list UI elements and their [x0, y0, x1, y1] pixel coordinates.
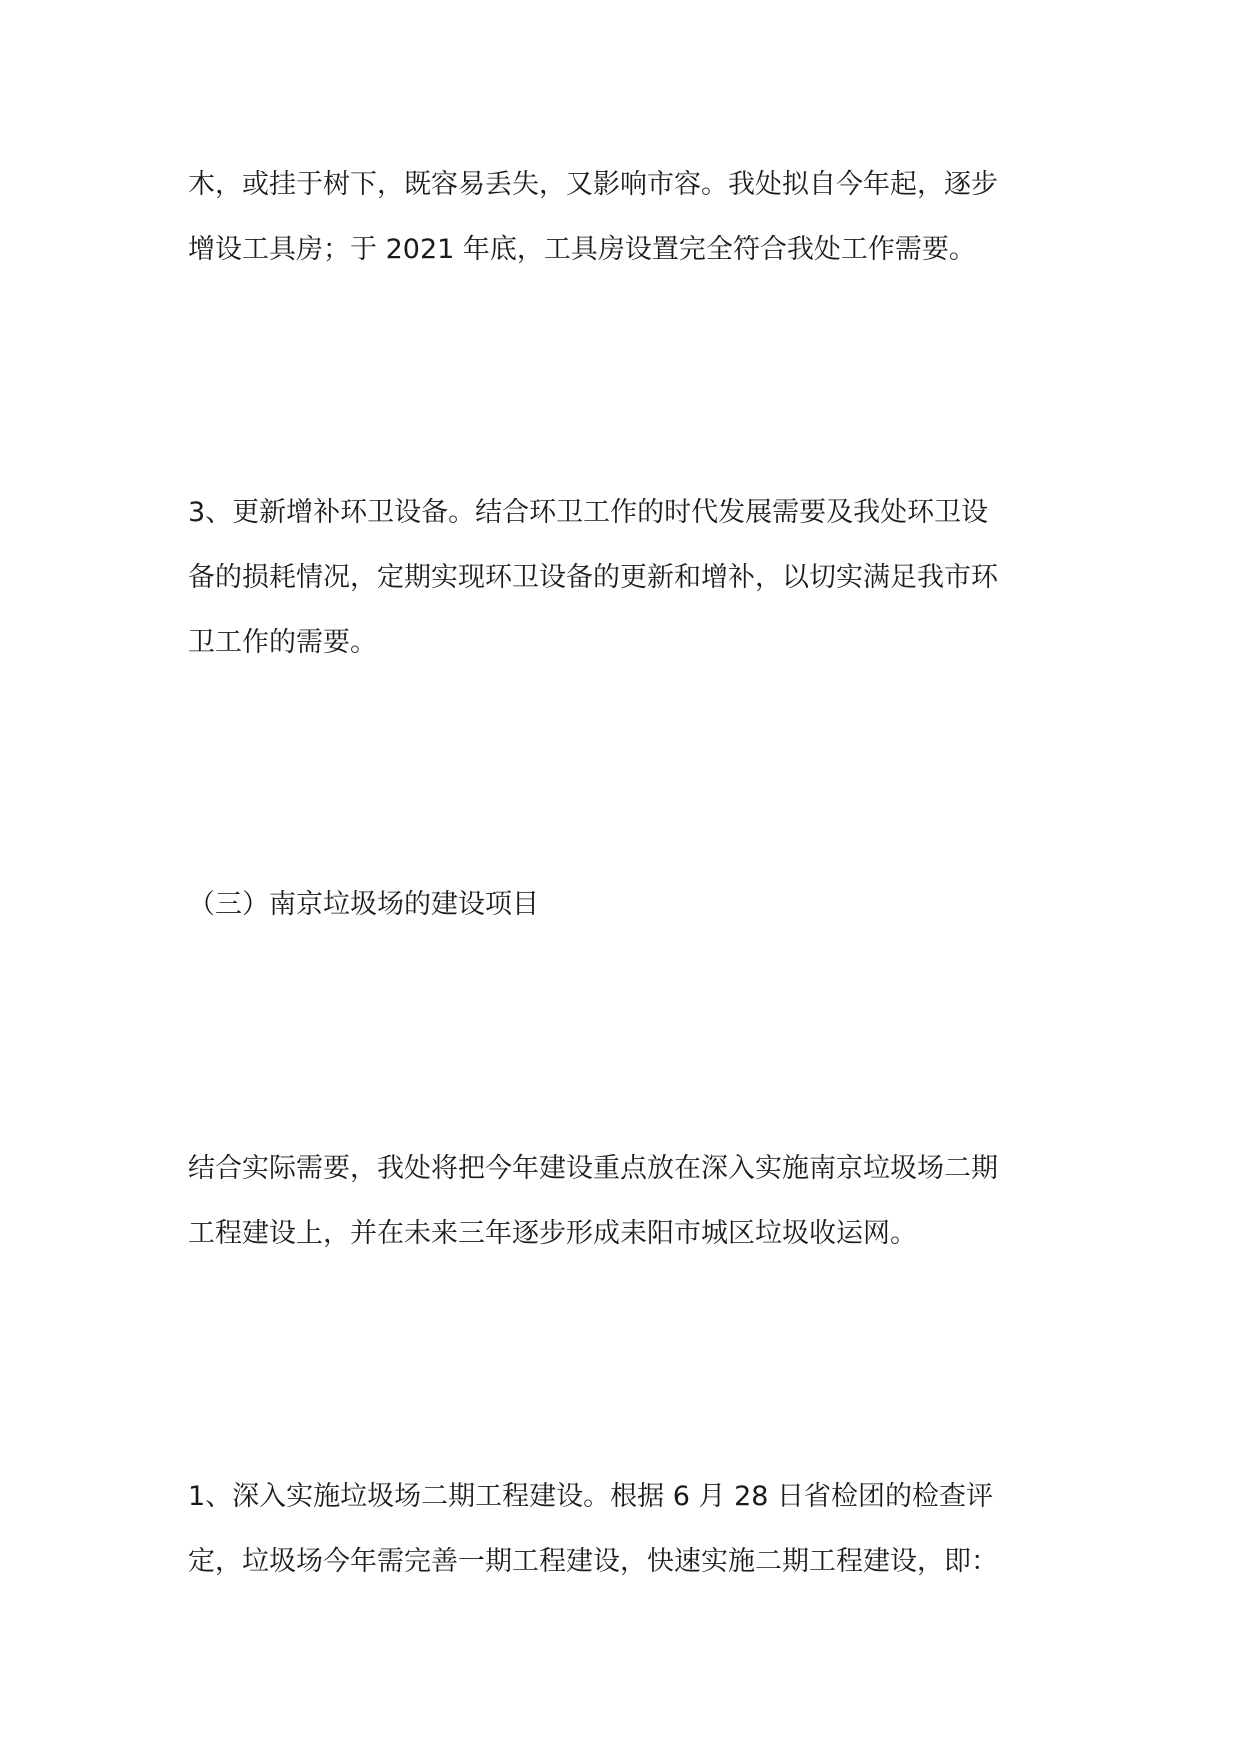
text-line: 3、更新增补环卫设备。结合环卫工作的时代发展需要及我处环卫设: [188, 497, 989, 528]
paragraph-equipment-update: [188, 480, 1068, 675]
paragraph-phase-two: [188, 1464, 1068, 1594]
text-line: 结合实际需要，我处将把今年建设重点放在深入实施南京垃圾场二期: [188, 1153, 998, 1184]
section-heading: [188, 872, 1068, 937]
paragraph-tool-house: [188, 152, 1068, 282]
text-line: 增设工具房；于 2021 年底，工具房设置完全符合我处工作需要。: [188, 234, 976, 265]
text-line: 备的损耗情况，定期实现环卫设备的更新和增补，以切实满足我市环: [188, 562, 998, 593]
text-line: 木，或挂于树下，既容易丢失，又影响市容。我处拟自今年起，逐步: [188, 169, 998, 200]
text-line: 卫工作的需要。: [188, 627, 377, 658]
paragraph-landfill-focus: [188, 1136, 1068, 1266]
heading-text: （三）南京垃圾场的建设项目: [188, 889, 539, 920]
text-line: 工程建设上，并在未来三年逐步形成耒阳市城区垃圾收运网。: [188, 1218, 917, 1249]
text-line: 定，垃圾场今年需完善一期工程建设，快速实施二期工程建设，即：: [188, 1546, 998, 1577]
text-line: 1、深入实施垃圾场二期工程建设。根据 6 月 28 日省检团的检查评: [188, 1481, 994, 1512]
